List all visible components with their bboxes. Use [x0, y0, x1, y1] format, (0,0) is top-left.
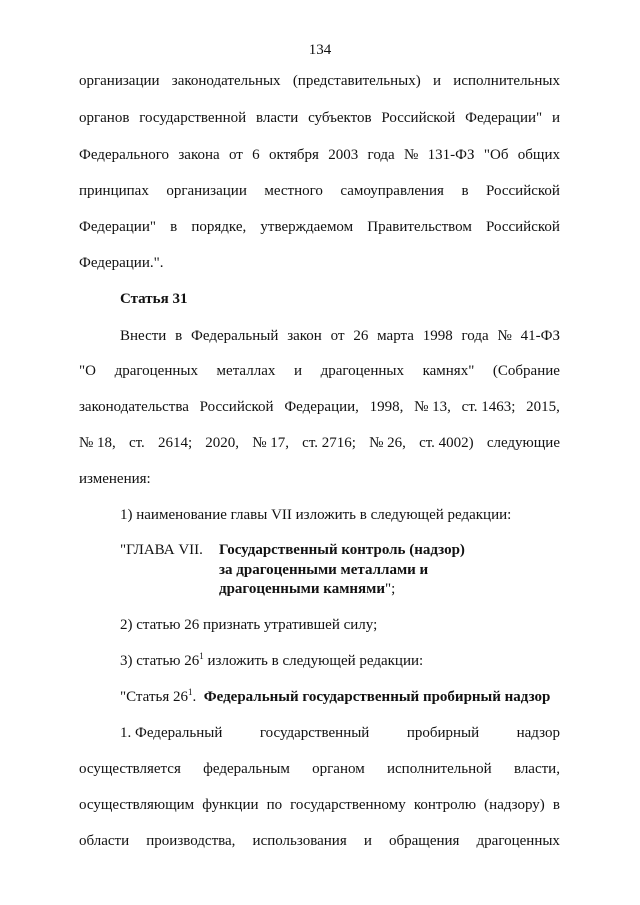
word: марта: [377, 328, 414, 344]
word: в: [175, 328, 183, 344]
word: и: [551, 110, 560, 126]
word: от: [228, 147, 243, 163]
chapter-title-line-2: за драгоценными металлами и: [219, 562, 429, 578]
para3-line-2: [79, 760, 560, 778]
new-article-prefix: "Статья 26: [120, 689, 188, 705]
word: следующие: [486, 435, 560, 451]
word: металлах: [216, 363, 276, 379]
word: 2614;: [157, 435, 193, 451]
new-article-heading: [120, 688, 550, 706]
word: Федеральный: [191, 328, 279, 344]
chapter-title-line-3-suffix: ";: [385, 581, 396, 597]
word: области: [79, 833, 130, 849]
word: закона: [178, 147, 220, 163]
word: порядке,: [191, 219, 247, 235]
word: власти: [255, 110, 299, 126]
word: организации: [166, 183, 247, 199]
word: октября: [269, 147, 319, 163]
para2-line-4: [79, 434, 560, 452]
word: 6: [252, 147, 260, 163]
para1-line-3: [79, 146, 560, 164]
word: принципах: [79, 183, 149, 199]
word: контролю: [413, 797, 477, 813]
word: и: [363, 833, 372, 849]
word: общих: [517, 147, 560, 163]
new-article-dot: .: [192, 689, 197, 705]
word: 41-ФЗ: [520, 328, 560, 344]
word: камнях": [422, 363, 475, 379]
word: № 26,: [369, 435, 406, 451]
word: в: [461, 183, 469, 199]
word: и: [433, 73, 442, 89]
word: законодательных: [171, 73, 281, 89]
word: №: [404, 147, 419, 163]
word: исполнительных: [453, 73, 560, 89]
word: осуществляющим: [79, 797, 195, 813]
word: 2020,: [205, 435, 240, 451]
item-3: [120, 652, 423, 670]
chapter-prefix: "ГЛАВА VII.: [120, 542, 203, 558]
word: драгоценных: [476, 833, 560, 849]
word: 1. Федеральный: [120, 725, 223, 741]
word: 1998: [422, 328, 453, 344]
para3-line-1: [120, 724, 560, 742]
word: субъектов: [308, 110, 372, 126]
word: года: [367, 147, 395, 163]
word: ст.: [128, 435, 145, 451]
word: Внести: [120, 328, 167, 344]
word: № 18,: [79, 435, 116, 451]
word: ст. 1463;: [461, 399, 516, 415]
para1-line-1: [79, 72, 560, 90]
word: "О: [79, 363, 96, 379]
word: Российской: [199, 399, 274, 415]
chapter-title-line-3: [219, 580, 395, 598]
word: "Об: [483, 147, 509, 163]
word: 131-ФЗ: [427, 147, 475, 163]
page-number: 134: [308, 42, 332, 58]
word: ст. 4002): [419, 435, 474, 451]
word: драгоценных: [320, 363, 404, 379]
article-heading: Статья 31: [120, 291, 188, 307]
word: №: [497, 328, 512, 344]
item-1: 1) наименование главы VII изложить в следующей редакции:: [120, 507, 512, 523]
word: от: [330, 328, 345, 344]
word: производства,: [146, 833, 236, 849]
word: местного: [264, 183, 323, 199]
word: № 13,: [414, 399, 451, 415]
word: власти,: [513, 761, 560, 777]
item-3-after: изложить в следующей редакции:: [203, 653, 424, 669]
word: осуществляется: [79, 761, 181, 777]
word: исполнительной: [386, 761, 492, 777]
chapter-title-line-3-text: драгоценными камнями: [219, 581, 386, 597]
word: и: [293, 363, 302, 379]
para2-line-3: [79, 398, 560, 416]
word: ст. 2716;: [302, 435, 356, 451]
word: самоуправления: [340, 183, 444, 199]
word: по: [266, 797, 283, 813]
word: Правительством: [367, 219, 472, 235]
word: 2003: [328, 147, 359, 163]
word: Федерации": [79, 219, 156, 235]
word: государственной: [139, 110, 247, 126]
para2-line-5: изменения:: [79, 471, 151, 487]
word: пробирный: [406, 725, 480, 741]
item-3-before: 3) статью 26: [120, 653, 200, 669]
para1-line-2: [79, 109, 560, 127]
word: драгоценных: [114, 363, 198, 379]
new-article-sup: 1: [187, 687, 193, 697]
word: 1998,: [369, 399, 404, 415]
item-2: 2) статью 26 признать утратившей силу;: [120, 617, 378, 633]
word: в: [552, 797, 560, 813]
word: года: [461, 328, 489, 344]
word: органом: [312, 761, 365, 777]
word: Российской: [381, 110, 456, 126]
para2-line-2: [79, 362, 560, 380]
word: Российской: [486, 219, 560, 235]
word: функции: [202, 797, 259, 813]
word: Федерации": [465, 110, 543, 126]
word: № 17,: [252, 435, 290, 451]
word: государственный: [259, 725, 370, 741]
word: обращения: [388, 833, 460, 849]
word: надзор: [516, 725, 560, 741]
para1-line-4: [79, 182, 560, 200]
word: (Собрание: [492, 363, 560, 379]
word: 2015,: [526, 399, 560, 415]
word: Российской: [486, 183, 560, 199]
word: федеральным: [203, 761, 290, 777]
word: (надзору): [484, 797, 545, 813]
para3-line-3: [79, 796, 560, 814]
word: органов: [79, 110, 130, 126]
word: использования: [252, 833, 347, 849]
word: Федерального: [79, 147, 170, 163]
word: Федерации,: [284, 399, 359, 415]
word: (представительных): [292, 73, 421, 89]
para1-line-6: Федерации.".: [79, 255, 164, 271]
chapter-title-line-1: Государственный контроль (надзор): [219, 542, 465, 558]
word: 26: [353, 328, 369, 344]
word: государственному: [290, 797, 406, 813]
word: организации: [79, 73, 160, 89]
para3-line-4: [79, 832, 560, 850]
word: законодательства: [79, 399, 189, 415]
para2-line-1: [120, 327, 560, 345]
word: в: [170, 219, 178, 235]
item-3-sup: 1: [199, 651, 204, 661]
para1-line-5: [79, 218, 560, 236]
new-article-title: Федеральный государственный пробирный надзор: [203, 689, 551, 705]
word: закон: [287, 328, 322, 344]
word: утверждаемом: [260, 219, 354, 235]
